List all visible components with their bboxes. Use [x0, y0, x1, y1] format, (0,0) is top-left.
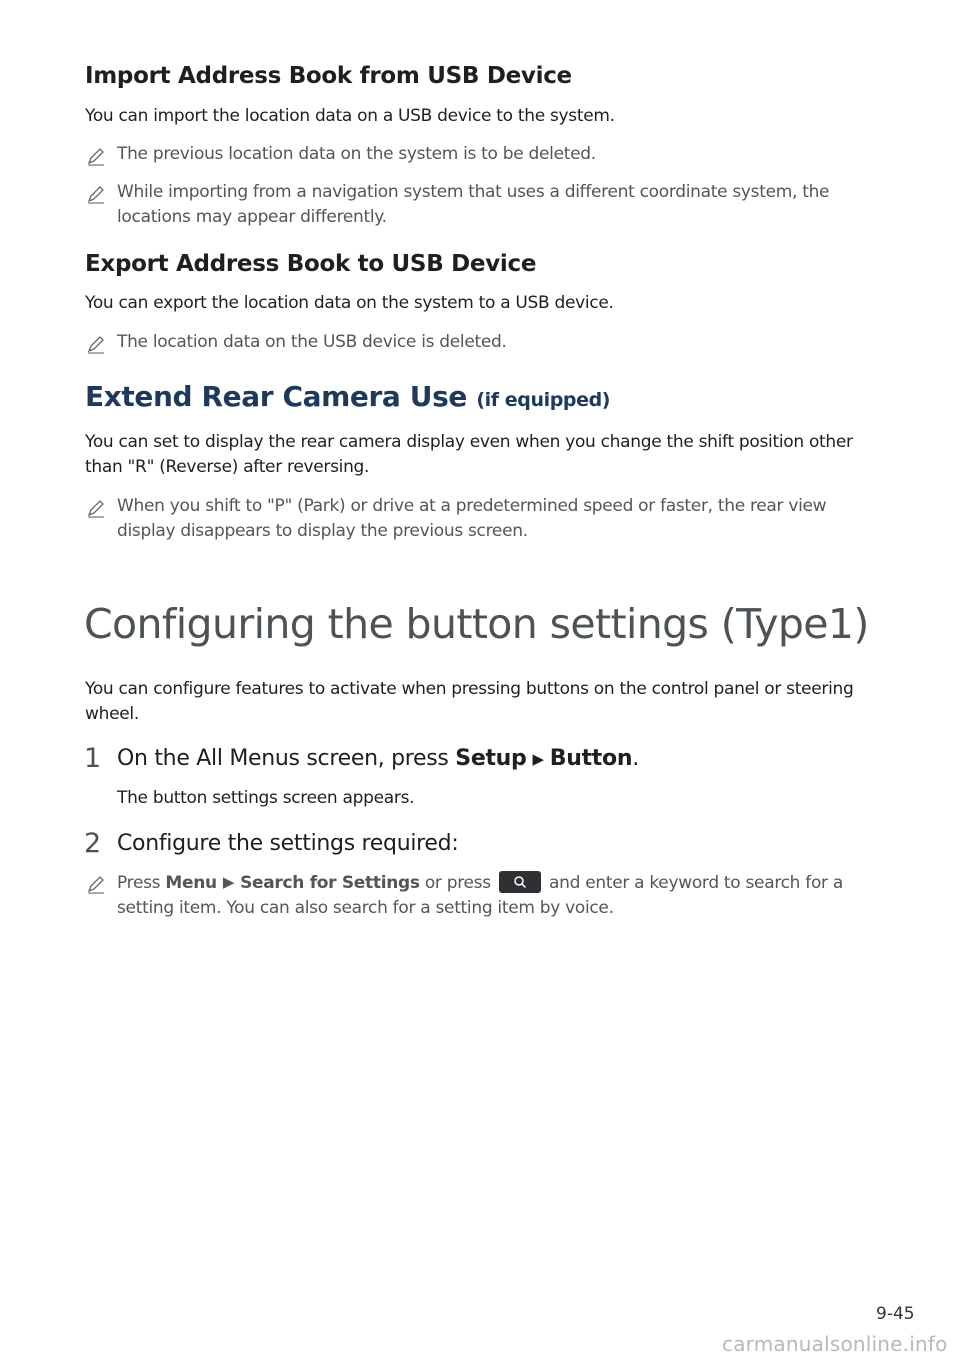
step-2-note-line-1 [117, 870, 843, 896]
import-note-2-line-2: locations may appear differently. [117, 207, 387, 227]
config-intro-line-2: wheel. [85, 704, 139, 724]
note-or: or press [419, 873, 496, 893]
import-note-2-line-1: While importing from a navigation system that uses a different coordinate system, the [117, 182, 830, 202]
step-2-text: Configure the settings required: [117, 831, 459, 856]
extend-body-line-1: You can set to display the rear camera display even when you change the shift position other [85, 432, 853, 452]
step-1-setup: Setup [455, 746, 527, 771]
step-1-number: 1 [84, 743, 102, 774]
step-2-number: 2 [84, 828, 102, 859]
extend-note-line-2: display disappears to display the previous screen. [117, 521, 528, 541]
note-menu: Menu [165, 873, 217, 893]
page-number: 9-45 [876, 1304, 915, 1324]
step-1-text [117, 746, 639, 771]
extend-title-text: Extend Rear Camera Use [85, 380, 467, 413]
import-body: You can import the location data on a USB device to the system. [85, 106, 615, 126]
step-1-arrow: ▶ [532, 750, 544, 768]
note-after: and enter a keyword to search for a [543, 873, 843, 893]
pencil-icon [86, 184, 106, 204]
note-search-for-settings: Search for Settings [240, 873, 420, 893]
import-note-1: The previous location data on the system is to be deleted. [117, 144, 596, 164]
config-intro-line-1: You can configure features to activate when pressing buttons on the control panel or steering [85, 679, 854, 699]
import-title: Import Address Book from USB Device [85, 63, 572, 89]
pencil-icon [86, 874, 106, 894]
export-body: You can export the location data on the system to a USB device. [85, 293, 614, 313]
extend-body-line-2: than "R" (Reverse) after reversing. [85, 457, 370, 477]
extend-title [85, 380, 610, 413]
config-title: Configuring the button settings (Type1) [84, 600, 869, 648]
pencil-icon [86, 146, 106, 166]
step-1-suffix: . [632, 746, 639, 771]
step-2-note-line-2: setting item. You can also search for a setting item by voice. [117, 898, 614, 918]
pencil-icon [86, 498, 106, 518]
step-1-button: Button [549, 746, 633, 771]
step-1-prefix: On the All Menus screen, press [117, 746, 456, 771]
pencil-icon [86, 334, 106, 354]
watermark: carmanualsonline.info [722, 1332, 948, 1356]
note-press: Press [117, 873, 166, 893]
export-note-1: The location data on the USB device is deleted. [117, 332, 507, 352]
search-button [499, 871, 541, 893]
search-icon [513, 875, 527, 889]
note-arrow: ▶ [222, 873, 235, 891]
step-1-sub: The button settings screen appears. [117, 788, 415, 808]
export-title: Export Address Book to USB Device [85, 251, 537, 277]
extend-equipped-label: (if equipped) [476, 389, 611, 411]
extend-note-line-1: When you shift to "P" (Park) or drive at a predetermined speed or faster, the rear view [117, 496, 827, 516]
